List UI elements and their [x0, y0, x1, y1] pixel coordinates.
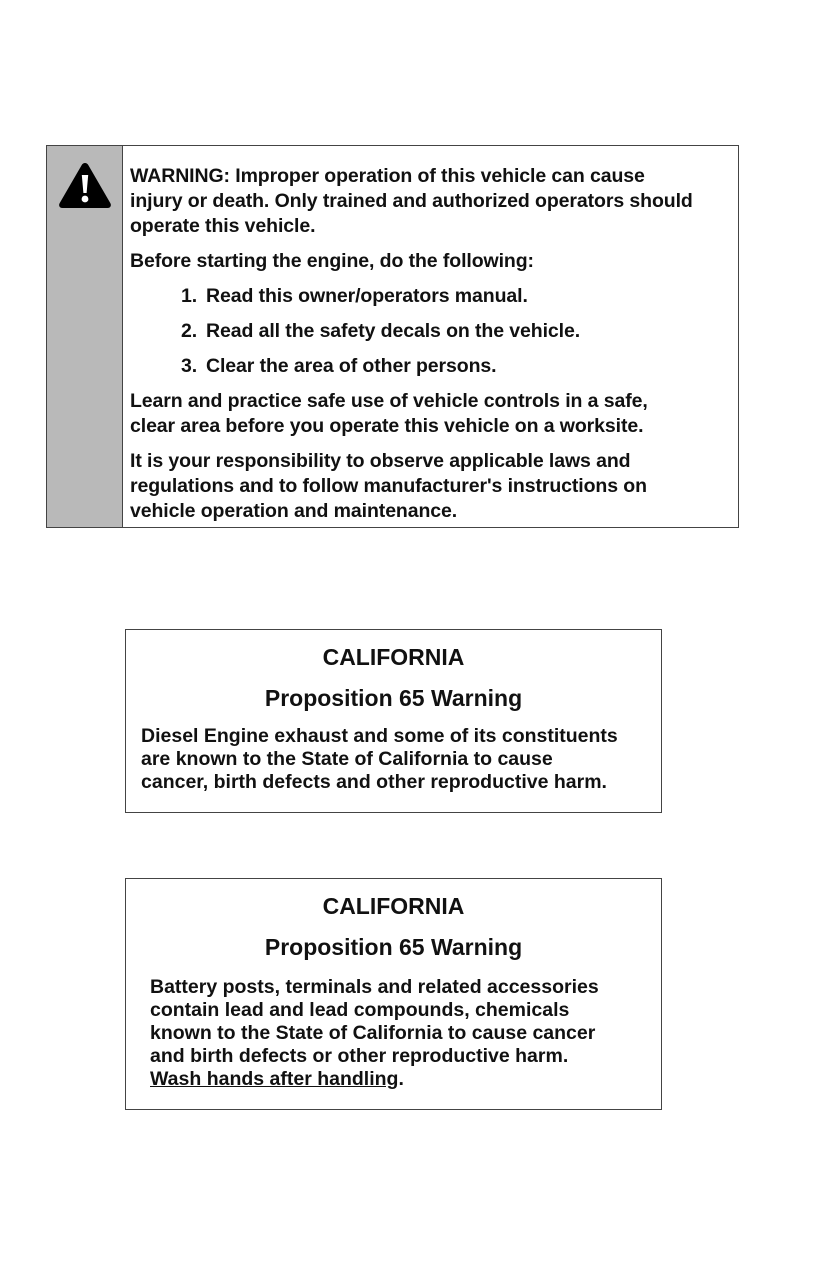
warning-steps-list: [130, 284, 693, 379]
prop65-title: CALIFORNIA: [322, 644, 465, 670]
list-item: [181, 319, 693, 344]
prop65-subtitle: Proposition 65 Warning: [264, 685, 523, 711]
operator-warning-box: [46, 145, 739, 528]
warning-triangle-icon: [58, 161, 112, 209]
warning-practice-line: Learn and practice safe use of vehicle controls in a safe,: [130, 390, 648, 412]
warning-responsibility-line: vehicle operation and maintenance.: [130, 500, 458, 522]
list-item: [181, 284, 693, 309]
prop65-diesel-text: [126, 725, 661, 794]
warning-responsibility-line: regulations and to follow manufacturer's instructions on: [130, 475, 647, 497]
warning-practice-line: clear area before you operate this vehicle on a worksite.: [130, 415, 644, 437]
warning-practice: [130, 389, 693, 439]
prop65-subtitle: Proposition 65 Warning: [264, 934, 523, 960]
prop65-battery-text: [126, 976, 661, 1091]
prop65-title: CALIFORNIA: [322, 893, 465, 919]
warning-responsibility: [130, 449, 693, 524]
warning-intro-line: injury or death. Only trained and authorized operators should: [130, 190, 693, 212]
warning-intro-line: WARNING: Improper operation of this vehicle can cause: [130, 165, 645, 187]
step-number: 1.: [181, 285, 198, 307]
step-text: Clear the area of other persons.: [206, 355, 497, 377]
prop65-wash-line: [150, 1068, 661, 1091]
prop65-line: Battery posts, terminals and related accessories: [150, 976, 599, 998]
prop65-line: cancer, birth defects and other reproductive harm.: [141, 771, 607, 793]
step-number: 3.: [181, 355, 198, 377]
list-item: [181, 354, 693, 379]
warning-before-start: Before starting the engine, do the following:: [130, 250, 534, 272]
wash-hands-text: Wash hands after handling: [150, 1068, 399, 1090]
prop65-line: known to the State of California to cause cancer: [150, 1022, 596, 1044]
wash-hands-period: .: [398, 1068, 404, 1090]
step-text: Read this owner/operators manual.: [206, 285, 528, 307]
warning-intro: [130, 164, 693, 239]
prop65-line: are known to the State of California to cause: [141, 748, 553, 770]
prop65-line: and birth defects or other reproductive harm.: [150, 1045, 569, 1067]
prop65-line: Diesel Engine exhaust and some of its constituents: [141, 725, 618, 747]
prop65-line: contain lead and lead compounds, chemicals: [150, 999, 570, 1021]
warning-responsibility-line: It is your responsibility to observe applicable laws and: [130, 450, 631, 472]
step-text: Read all the safety decals on the vehicle.: [206, 320, 581, 342]
prop65-battery-box: [125, 878, 662, 1110]
warning-intro-line: operate this vehicle.: [130, 215, 316, 237]
warning-sidebar: [47, 146, 123, 527]
warning-content: [123, 146, 703, 527]
step-number: 2.: [181, 320, 198, 342]
prop65-diesel-box: [125, 629, 662, 813]
